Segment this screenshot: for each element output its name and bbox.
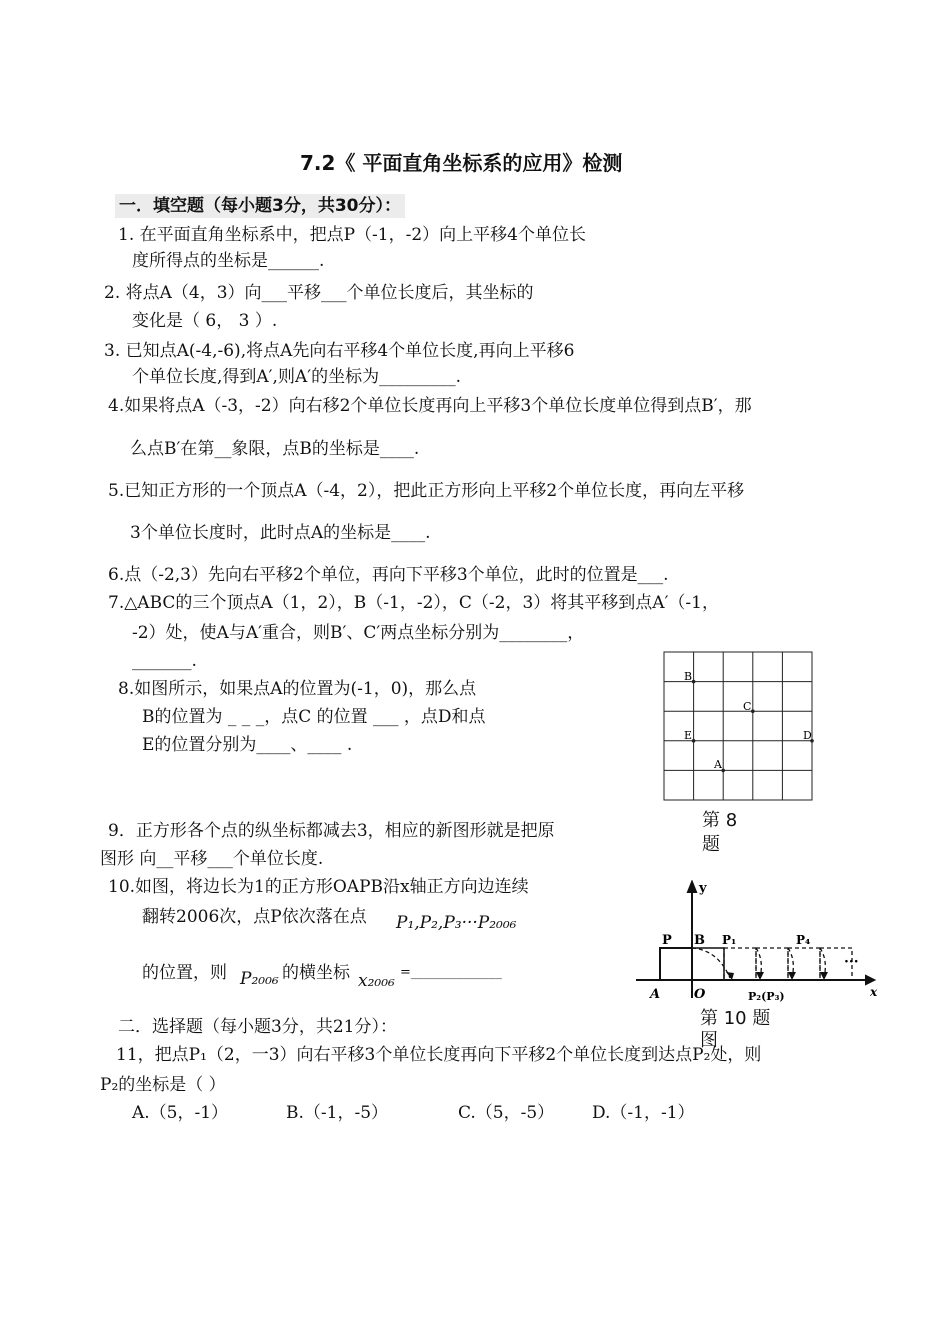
question-11-option-b: B.（-1，-5）	[286, 1103, 389, 1123]
question-11-option-d: D.（-1，-1）	[592, 1103, 695, 1123]
question-3-line2: 个单位长度,得到A′,则A′的坐标为_________.	[132, 367, 461, 387]
section2-heading: 二．选择题（每小题3分，共21分）：	[118, 1017, 397, 1037]
question-10-p2006: P₂₀₀₆	[240, 969, 279, 989]
question-3-line1: 3. 已知点A(-4,-6),将点A先向右平移4个单位长度,再向上平移6	[104, 341, 575, 361]
fig8-label-c: C	[743, 700, 752, 713]
fig10-label-y: y	[699, 881, 707, 896]
question-1-line1: 1. 在平面直角坐标系中，把点P（-1，-2）向上平移4个单位长	[118, 225, 586, 245]
fig10-label-p2p3: P₂(P₃)	[748, 990, 785, 1003]
question-8-line3: E的位置分别为____、____ .	[142, 735, 353, 755]
fig10-label-p: P	[662, 933, 672, 948]
fig8-caption-line2: 题	[702, 834, 720, 855]
question-6: 6.点（-2,3）先向右平移2个单位，再向下平移3个单位，此时的位置是___.	[108, 565, 669, 585]
page-title: 7.2《 平面直角坐标系的应用》检测	[300, 151, 623, 175]
fig8-label-d: D	[803, 729, 812, 742]
question-7-line3: _______.	[132, 651, 197, 671]
question-7-line2: -2）处，使A与A′重合，则B′、C′两点坐标分别为________，	[132, 623, 585, 643]
question-9-line1: 9．正方形各个点的纵坐标都减去3，相应的新图形就是把原	[108, 821, 555, 841]
question-2-line2: 变化是（ 6， 3 ）.	[132, 311, 278, 331]
question-11-line2: P₂的坐标是（ ）	[100, 1075, 226, 1095]
fig10-label-x: x	[870, 985, 878, 999]
fig10-label-b: B	[694, 933, 705, 948]
question-4-line1: 4.如果将点A（-3，-2）向右移2个单位长度再向上平移3个单位长度单位得到点B′，那	[108, 396, 752, 416]
fig10-label-p1: P₁	[722, 933, 737, 947]
fig8-label-e: E	[684, 729, 693, 742]
question-5-line1: 5.已知正方形的一个顶点A（-4，2），把此正方形向上平移2个单位长度，再向左平移	[108, 481, 745, 501]
question-10-line2: 翻转2006次，点P依次落在点	[142, 907, 367, 927]
question-10-answer-blank: =______________	[400, 965, 502, 980]
fig10-caption-line1: 第 10 题	[700, 1008, 771, 1029]
fig10-label-p4: P₄	[796, 933, 811, 947]
fig8-label-b: B	[684, 670, 693, 683]
question-7-line1: 7.△ABC的三个顶点A（1，2），B（-1，-2），C（-2，3）将其平移到点A′（-1，	[108, 593, 719, 613]
question-11-line1: 11，把点P₁（2，一3）向右平移3个单位长度再向下平移2个单位长度到达点P₂处，则	[116, 1045, 762, 1065]
question-2-line1: 2. 将点A（4，3）向___平移___个单位长度后，其坐标的	[104, 283, 534, 303]
fig8-caption-line1: 第 8	[702, 810, 738, 831]
question-8-grid-figure	[662, 650, 814, 804]
question-8-line2: B的位置为 _ _ _，点C 的位置 ___ ，点D和点	[142, 707, 486, 727]
fig10-caption-line2: 图	[700, 1030, 718, 1051]
question-10-points-expression: P₁,P₂,P₃···P₂₀₀₆	[396, 913, 517, 933]
fig8-label-a: A	[714, 758, 722, 771]
question-11-option-c: C.（5，-5）	[458, 1103, 555, 1123]
question-10-x2006: x₂₀₀₆	[358, 971, 395, 991]
question-8-line1: 8.如图所示，如果点A的位置为(-1，0)，那么点	[118, 679, 477, 699]
fig10-label-a: A	[650, 987, 661, 1002]
question-1-line2: 度所得点的坐标是______.	[132, 251, 325, 271]
fig10-label-dots: ···	[844, 954, 859, 970]
question-10-line3-start: 的位置，则	[142, 963, 227, 983]
question-10-line1: 10.如图，将边长为1的正方形OAPB沿x轴正方向边连续	[108, 877, 529, 897]
question-10-rolling-square-figure	[636, 880, 882, 1004]
fig10-label-o: O	[694, 987, 706, 1002]
question-5-line2: 3个单位长度时，此时点A的坐标是____.	[130, 523, 431, 543]
question-10-line3-mid: 的横坐标	[282, 963, 350, 983]
question-11-option-a: A.（5，-1）	[132, 1103, 229, 1123]
question-9-line2: 图形 向__平移___个单位长度.	[100, 849, 324, 869]
section1-heading: 一．填空题（每小题3分，共30分）：	[115, 194, 405, 218]
question-4-line2: 么点B′在第__象限，点B的坐标是____.	[130, 439, 420, 459]
